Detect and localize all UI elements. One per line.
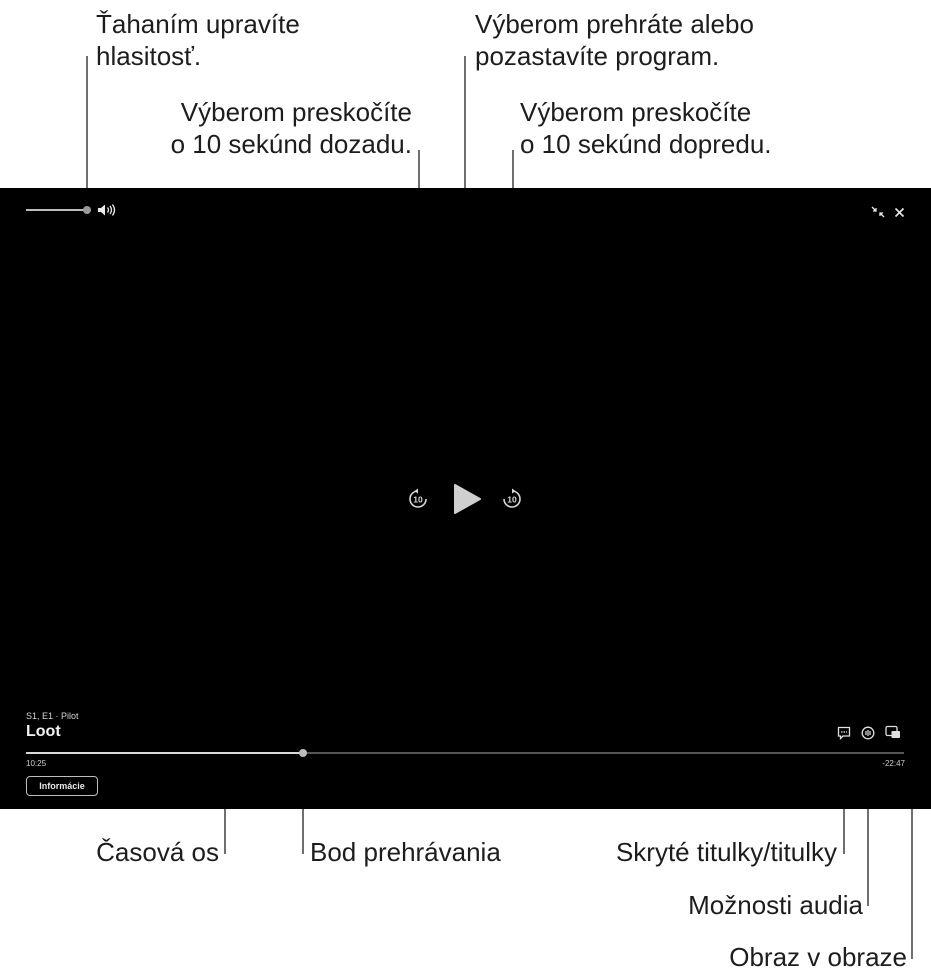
callout-timeline: Časová os	[96, 837, 219, 867]
callout-subtitles: Skryté titulky/titulky	[615, 837, 837, 867]
remaining-time: -22:47	[882, 759, 905, 768]
volume-track[interactable]	[26, 209, 86, 211]
callout-play	[475, 8, 754, 72]
subtitles-icon[interactable]	[837, 726, 851, 745]
skip-forward-label: 10	[507, 494, 517, 505]
video-player[interactable]	[0, 188, 931, 809]
audio-options-icon[interactable]	[861, 726, 875, 745]
play-icon[interactable]	[452, 483, 482, 520]
episode-label: S1, E1 · Pilot	[26, 711, 79, 721]
timeline[interactable]	[26, 752, 904, 754]
close-icon[interactable]	[894, 205, 905, 223]
callout-audio: Možnosti audia	[688, 890, 863, 920]
callout-skip-forward-line1: Výberom preskočíte	[520, 97, 752, 127]
callout-volume-line1: Ťahaním upravíte	[96, 9, 300, 39]
timeline-progress	[26, 752, 303, 754]
skip-back-label: 10	[413, 494, 423, 505]
skip-back-10-icon[interactable]	[407, 488, 429, 515]
callout-skip-forward	[520, 96, 772, 160]
playhead[interactable]	[299, 749, 307, 757]
callout-volume	[96, 8, 300, 72]
skip-forward-10-icon[interactable]	[501, 488, 523, 515]
picture-in-picture-icon[interactable]	[885, 725, 901, 744]
callout-play-line2: pozastavíte program.	[475, 41, 720, 71]
speaker-wave-icon[interactable]	[97, 203, 117, 222]
callout-pip: Obraz v obraze	[729, 942, 907, 972]
callout-skip-forward-line2: o 10 sekúnd dopredu.	[520, 129, 772, 159]
info-button[interactable]: Informácie	[26, 776, 98, 796]
elapsed-time: 10:25	[26, 759, 47, 768]
minimize-arrows-icon[interactable]	[871, 205, 885, 223]
callout-skip-back	[171, 96, 412, 160]
callout-play-line1: Výberom prehráte alebo	[475, 9, 754, 39]
callout-playhead: Bod prehrávania	[310, 837, 501, 867]
show-title: Loot	[26, 723, 61, 740]
volume-knob[interactable]	[83, 206, 91, 214]
callout-volume-line2: hlasitosť.	[96, 41, 202, 71]
callout-skip-back-line1: Výberom preskočíte	[180, 97, 412, 127]
callout-skip-back-line2: o 10 sekúnd dozadu.	[170, 129, 412, 159]
